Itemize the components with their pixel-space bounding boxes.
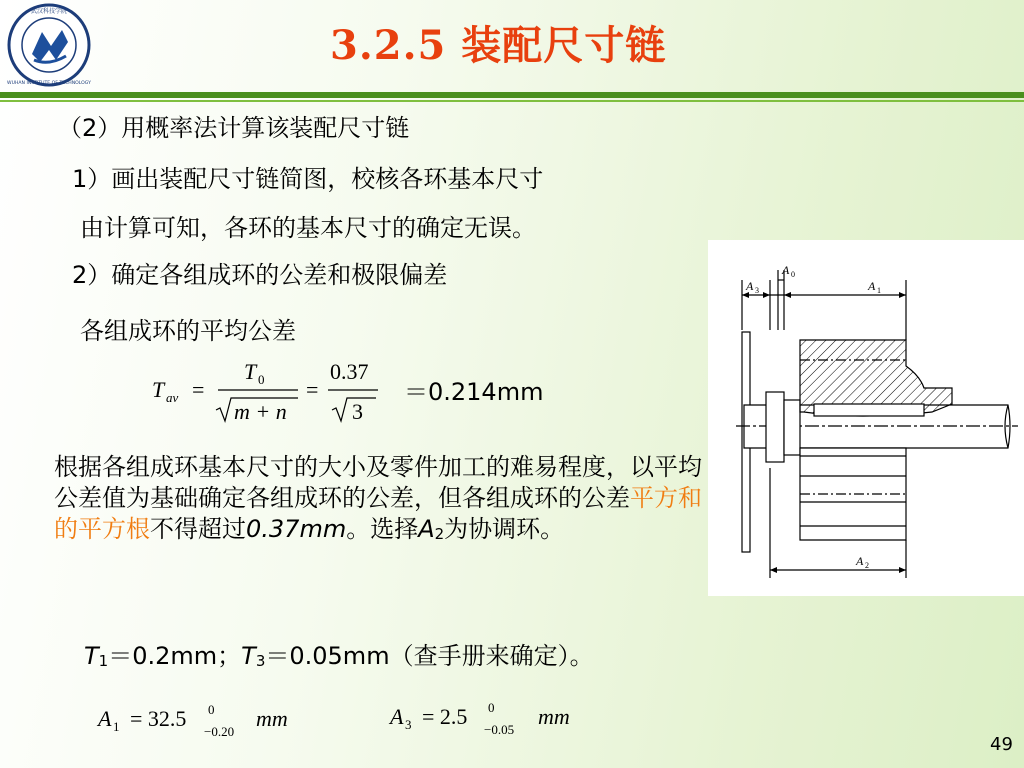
svg-text:= 32.5: = 32.5 <box>130 706 187 731</box>
svg-text:m + n: m + n <box>234 399 287 424</box>
label-A0: A <box>782 263 790 277</box>
svg-text:0: 0 <box>258 372 265 387</box>
svg-text:A: A <box>390 704 404 729</box>
title-divider <box>0 92 1024 98</box>
svg-text:= 2.5: = 2.5 <box>422 704 468 729</box>
svg-text:T: T <box>152 377 165 402</box>
highlight-rss: 平方和的平方根 <box>54 484 702 543</box>
dimension-A1 <box>96 694 326 744</box>
tolerance-values: $T_1=0.2mm$；$T_3=0.05mm$（查手册来确定）。 <box>84 642 594 670</box>
label-A3: A <box>746 279 754 293</box>
svg-text:T: T <box>244 359 257 384</box>
svg-text:A: A <box>98 706 112 731</box>
svg-text:3: 3 <box>755 286 759 295</box>
page-number: 49 <box>990 734 1013 755</box>
svg-text:1: 1 <box>877 286 881 295</box>
step-heading: （2）用概率法计算该装配尺寸链 <box>58 114 410 142</box>
svg-text:0: 0 <box>488 700 495 715</box>
institute-logo <box>6 2 92 88</box>
svg-text:3: 3 <box>405 717 412 732</box>
explanation-paragraph: 根据各组成环基本尺寸的大小及零件加工的难易程度，以平均公差值为基础确定各组成环的公差，但各组成环的公差平方和的平方根不得超过0.37mm。选择$A_2$为协调环。 <box>54 453 702 543</box>
slide-title: 3.2.5 装配尺寸链 <box>330 22 667 69</box>
title-divider-thin <box>0 100 1024 102</box>
assembly-figure-svg <box>708 240 1024 596</box>
svg-text:0: 0 <box>791 270 795 279</box>
step-1: 1）画出装配尺寸链简图，校核各环基本尺寸 <box>72 165 544 193</box>
svg-text:=: = <box>192 377 205 402</box>
avg-tolerance-label: 各组成环的平均公差 <box>80 317 296 345</box>
svg-text:WUHAN INSTITUTE OF TECHNOLOGY: WUHAN INSTITUTE OF TECHNOLOGY <box>7 81 91 86</box>
dimension-A3 <box>388 692 618 742</box>
label-A2: A <box>856 554 864 568</box>
label-A1: A <box>868 279 876 293</box>
svg-text:mm: mm <box>538 704 570 729</box>
svg-text:−0.05: −0.05 <box>484 722 515 737</box>
svg-text:1: 1 <box>113 719 120 734</box>
svg-text:av: av <box>166 390 179 405</box>
svg-text:武汉科技学院: 武汉科技学院 <box>30 8 68 15</box>
svg-text:mm: mm <box>256 706 288 731</box>
avg-tolerance-result: ＝0.214mm <box>404 378 544 406</box>
svg-text:0.37: 0.37 <box>330 359 369 384</box>
svg-text:−0.20: −0.20 <box>204 724 235 739</box>
assembly-drawing <box>708 240 1024 596</box>
avg-tolerance-formula <box>148 355 388 429</box>
svg-text:0: 0 <box>208 702 215 717</box>
svg-text:3: 3 <box>352 399 363 424</box>
svg-text:=: = <box>306 377 319 402</box>
step-1-note: 由计算可知，各环的基本尺寸的确定无误。 <box>80 214 536 242</box>
svg-text:2: 2 <box>865 561 869 570</box>
step-2: 2）确定各组成环的公差和极限偏差 <box>72 261 448 289</box>
